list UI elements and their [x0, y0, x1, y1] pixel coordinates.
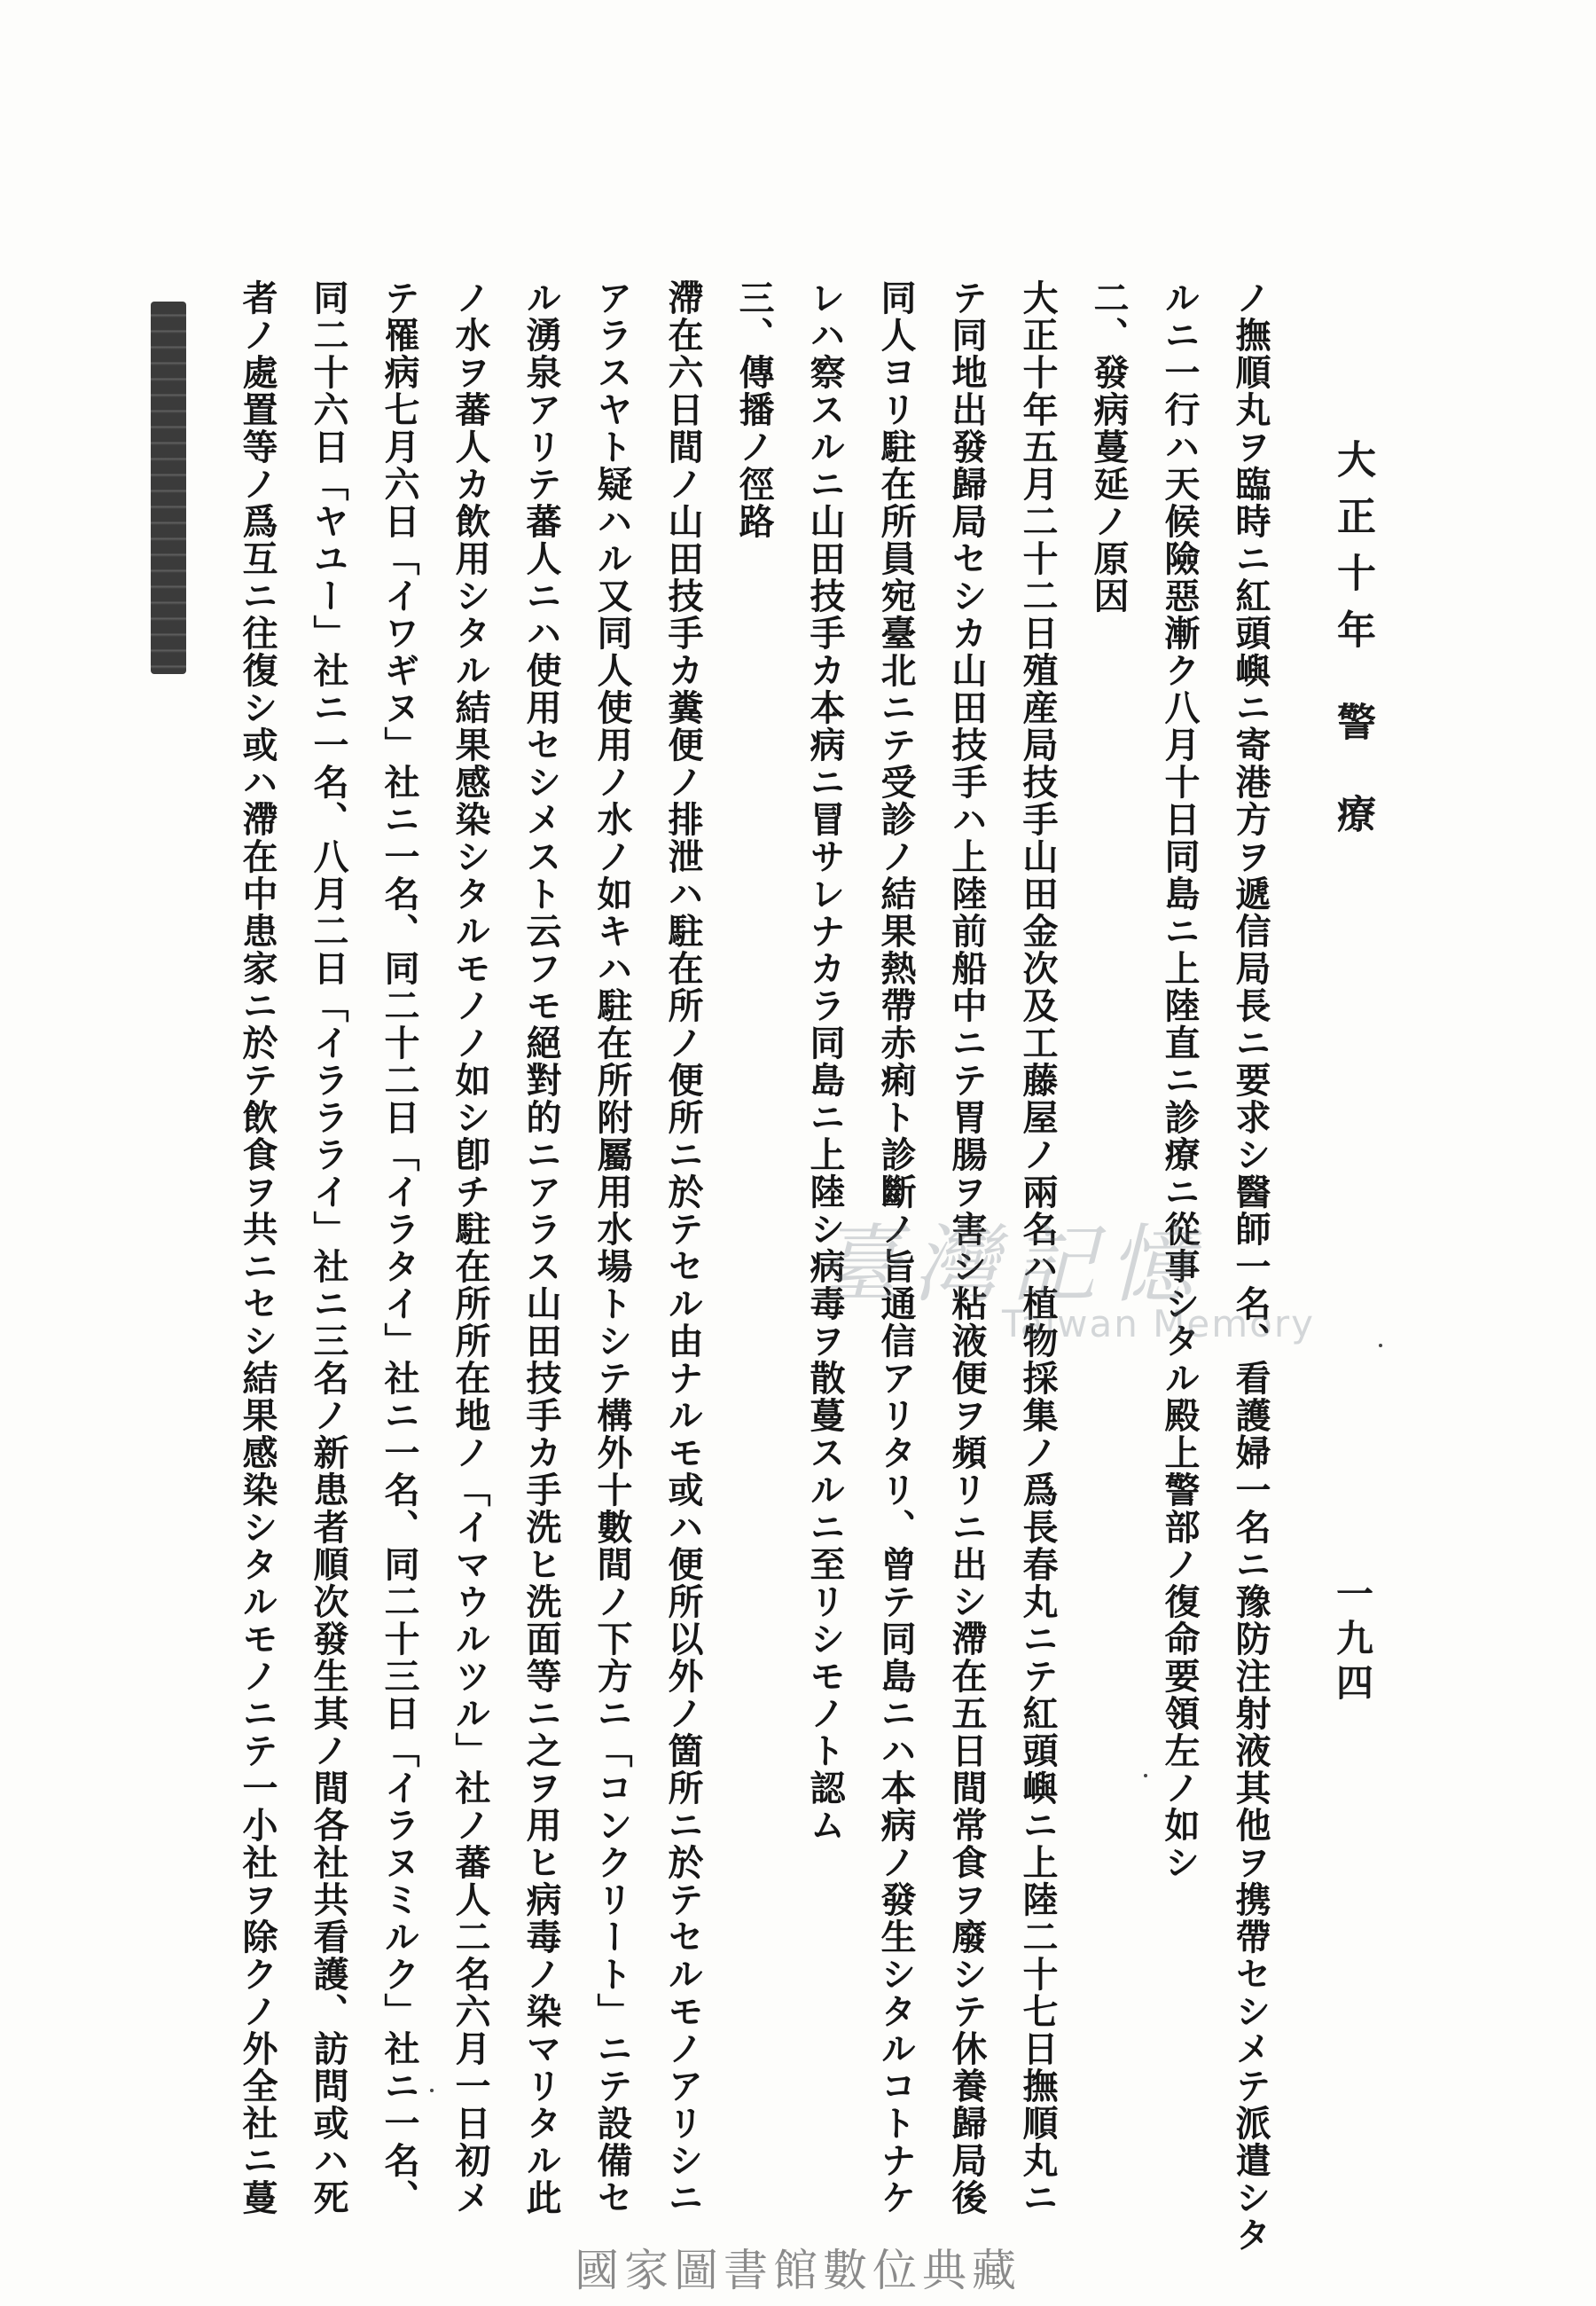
- text-line: 者ノ處置等ノ爲互ニ往復シ或ハ滯在中患家ニ於テ飲食ヲ共ニセシ結果感染シタルモノニテ一小社ヲ除クノ外全社ニ蔓: [237, 279, 278, 2216]
- text-line: 同人ヨリ駐在所員宛臺北ニテ受診ノ結果熱帶赤痢ト診斷ノ旨通信アリタリ、曾テ同島ニハ本病ノ發生シタルコトナケ: [875, 279, 917, 2216]
- text-line: 滯在六日間ノ山田技手カ糞便ノ排泄ハ駐在所ノ便所ニ於テセル由ナルモ或ハ便所以外ノ箇所ニ於テセルモノアリシニ: [662, 279, 704, 2216]
- watermark-chinese: 臺灣記憶: [816, 1215, 1206, 1314]
- text-line: テ罹病七月六日「イワギヌ」社ニ一名、同二十二日「イラタイ」社ニ一名、同二十三日「イラヌミルク」社ニ一名、: [379, 279, 420, 2216]
- collection-credit: 國家圖書館數位典藏: [575, 2245, 1021, 2296]
- running-head-year: 大正十年: [1330, 439, 1375, 666]
- running-head: [1326, 439, 1379, 851]
- running-head-section-left: 警: [1330, 702, 1375, 758]
- text-line: 同二十六日「ヤユー」社ニ一名、八月二日「イララライ」社ニ三名ノ新患者順次發生其ノ間各社共看護、訪問或ハ死: [308, 279, 349, 2216]
- section-heading: 二、發病蔓延ノ原因: [1088, 279, 1130, 615]
- binding-edge-shadow: [151, 302, 186, 674]
- text-line: 大正十年五月二十二日殖産局技手山田金次及工藤屋ノ兩名ハ植物採集ノ爲長春丸ニテ紅頭嶼ニ上陸二十七日撫順丸ニ: [1017, 279, 1059, 2216]
- text-line: ノ水ヲ蕃人カ飲用シタル結果感染シタルモノノ如シ卽チ駐在所所在地ノ「イマウルツル」社ノ蕃人二名六月一日初メ: [450, 279, 491, 2216]
- watermark-english: Taiwan Memory: [1002, 1302, 1315, 1345]
- scan-speck: [1379, 1344, 1382, 1347]
- section-heading: 三、傳播ノ徑路: [733, 279, 775, 540]
- text-line: レハ察スルニ山田技手カ本病ニ冒サレナカラ同島ニ上陸シ病毒ヲ散蔓スルニ至リシモノト認ム: [804, 279, 846, 1844]
- text-line: ノ撫順丸ヲ臨時ニ紅頭嶼ニ寄港方ヲ遞信局長ニ要求シ醫師一名、看護婦一名ニ豫防注射液其他ヲ携帶セシメテ派遣シタ: [1230, 279, 1271, 2254]
- text-line: ル湧泉アリテ蕃人ニハ使用セシメスト云フモ絕對的ニアラス山田技手カ手洗ヒ洗面等ニ之ヲ用ヒ病毒ノ染マリタル此: [520, 279, 562, 2216]
- scan-speck: [1144, 1774, 1147, 1777]
- scan-speck: [430, 2089, 434, 2092]
- running-head-section-right: 療: [1330, 794, 1375, 851]
- text-line: テ同地出發歸局セシカ山田技手ハ上陸前船中ニテ胃腸ヲ害シ粘液便ヲ頻リニ出シ滯在五日間常食ヲ廢シテ休養歸局後: [946, 279, 988, 2216]
- text-line: アラスヤト疑ハル又同人使用ノ水ノ如キハ駐在所附屬用水場トシテ構外十數間ノ下方ニ「コンクリート」ニテ設備セ: [591, 279, 633, 2216]
- page-number: 一九四: [1331, 1574, 1374, 1707]
- text-line: ルニ一行ハ天候險惡漸ク八月十日同島ニ上陸直ニ診療ニ從事シタル殿上警部ノ復命要領左ノ如シ: [1159, 279, 1201, 1881]
- body-text: [222, 279, 1286, 2254]
